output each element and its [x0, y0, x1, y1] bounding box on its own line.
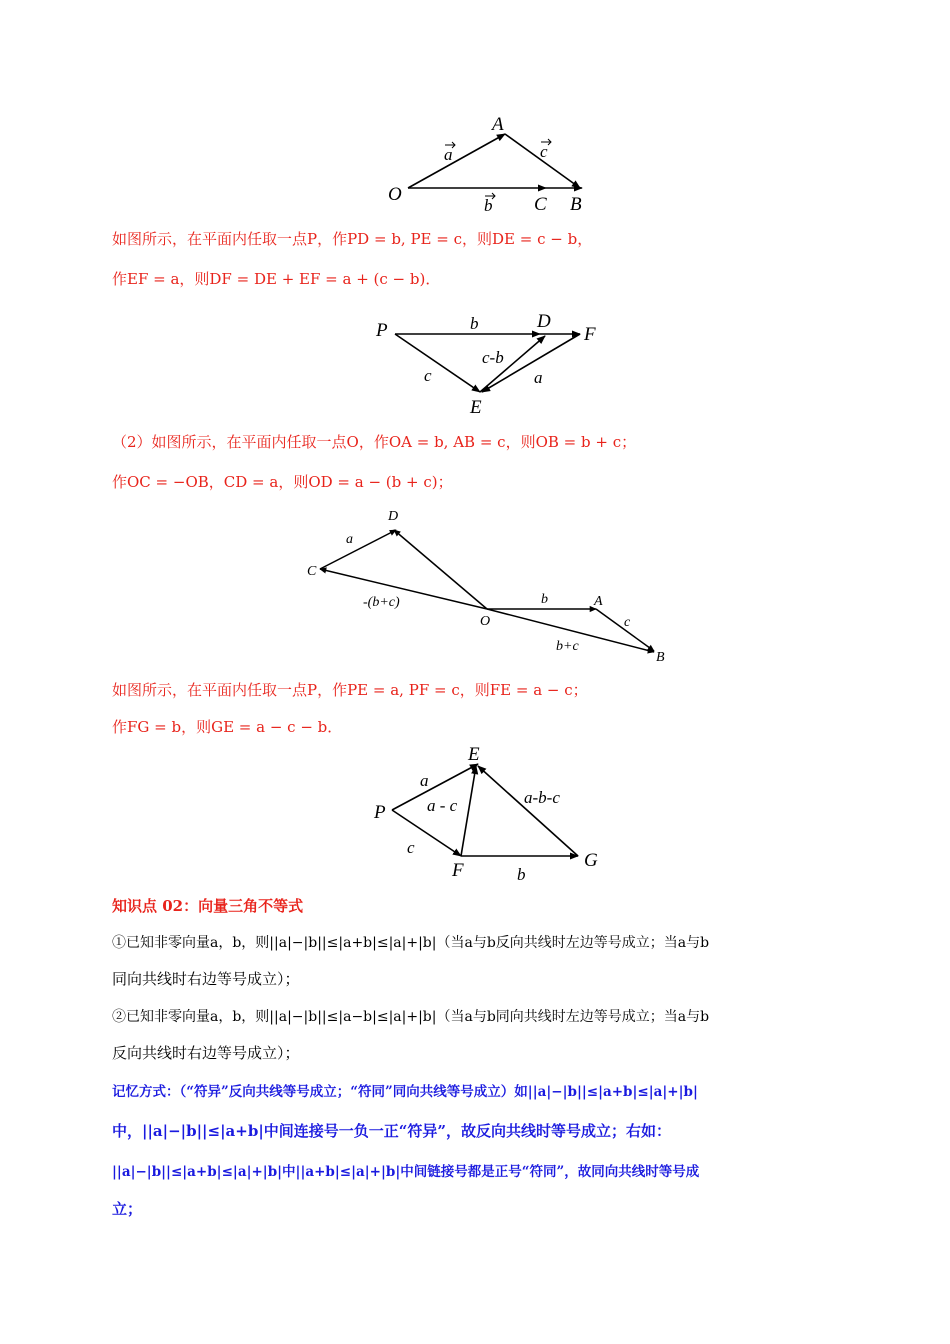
point-label-a: A	[492, 114, 504, 135]
figure-1-triangle-oab	[380, 110, 610, 215]
point-label-a: A	[594, 594, 603, 609]
vector-fe	[461, 766, 476, 856]
vector-oc	[320, 569, 487, 609]
vector-label-c: c	[540, 142, 548, 161]
point-label-d: D	[388, 509, 399, 524]
vector-ge	[478, 766, 578, 856]
point-label-c: C	[307, 564, 317, 579]
point-label-g: G	[584, 850, 598, 871]
vector-label-c: c	[407, 838, 415, 857]
point-label-b: B	[570, 194, 582, 215]
vector-pe	[395, 334, 480, 392]
item-2-line-2: 反向共线时右边等号成立）；	[112, 1044, 300, 1062]
vector-label-b-plus-c: b+c	[556, 639, 579, 654]
point-label-e: E	[470, 397, 482, 418]
memo-line-2: 中，||a|−|b||≤|a+b|中间连接号一负一正“符异”，故反向共线时等号成立；右如：	[112, 1122, 672, 1140]
text-line-2: 作EF = a，则DF = DE + EF = a + (c − b)．	[112, 270, 441, 288]
point-label-p: P	[374, 802, 386, 823]
point-label-d: D	[537, 311, 551, 332]
vector-oa	[408, 134, 505, 188]
vector-label-c: c	[424, 366, 432, 385]
memo-line-4: 立；	[112, 1200, 143, 1218]
point-label-f: F	[452, 860, 464, 881]
vector-cd	[320, 530, 396, 569]
figure-4-triangle-efg	[370, 740, 610, 885]
point-label-o: O	[388, 184, 402, 205]
vector-label-a: a	[444, 145, 453, 164]
section-heading: 知识点 02：向量三角不等式	[112, 897, 304, 915]
point-label-b: B	[656, 650, 665, 665]
vector-label-c: c	[624, 615, 631, 630]
text-line-4: 作OC = −OB，CD = a，则OD = a − (b + c)；	[112, 473, 453, 491]
vector-pf	[392, 810, 461, 856]
vector-label-a: a	[346, 532, 353, 547]
vector-label-a-minus-c: a - c	[427, 796, 458, 815]
point-label-o: O	[480, 614, 491, 629]
text-line-3: （2）如图所示，在平面内任取一点O，作OA = b, AB = c，则OB = b + c；	[112, 433, 637, 451]
vector-label-a: a	[534, 368, 543, 387]
figure-3-vector-od	[300, 500, 680, 670]
vector-label-b: b	[484, 196, 493, 215]
vector-label-c-b: c-b	[482, 348, 504, 367]
text-line-1: 如图所示，在平面内任取一点P，作PD = b, PE = c，则DE = c − b，	[112, 230, 593, 248]
vector-label-a: a	[420, 771, 429, 790]
memo-line-1: 记忆方式：（“符异”反向共线等号成立；“符同”同向共线等号成立）如||a|−|b||≤|a+b|≤|a|+|b|	[112, 1084, 698, 1100]
figure-2-triangle-pef	[370, 305, 610, 420]
point-label-c: C	[534, 194, 547, 215]
vector-label-b: b	[517, 865, 526, 884]
item-1-line-1: ①已知非零向量a，b，则||a|−|b||≤|a+b|≤|a|+|b|（当a与b反向共线时左边等号成立；当a与b	[112, 935, 710, 951]
point-label-p: P	[376, 320, 388, 341]
memo-line-3: ||a|−|b||≤|a+b|≤|a|+|b|中||a+b|≤|a|+|b|中间链接号都是正号“符同”，故同向共线时等号成	[112, 1164, 700, 1180]
item-1-line-2: 同向共线时右边等号成立）；	[112, 970, 300, 988]
text-line-5: 如图所示，在平面内任取一点P，作PE = a, PF = c，则FE = a − c；	[112, 681, 588, 699]
vector-label-b: b	[541, 592, 548, 607]
text-line-6: 作FG = b，则GE = a − c − b．	[112, 718, 343, 736]
point-label-f: F	[584, 324, 596, 345]
vector-label-b: b	[470, 314, 479, 333]
point-label-e: E	[468, 744, 480, 765]
item-2-line-1: ②已知非零向量a，b，则||a|−|b||≤|a−b|≤|a|+|b|（当a与b同向共线时左边等号成立；当a与b	[112, 1009, 710, 1025]
vector-label-neg-b-plus-c: -(b+c)	[363, 595, 400, 610]
vector-label-a-b-c: a-b-c	[524, 788, 560, 807]
